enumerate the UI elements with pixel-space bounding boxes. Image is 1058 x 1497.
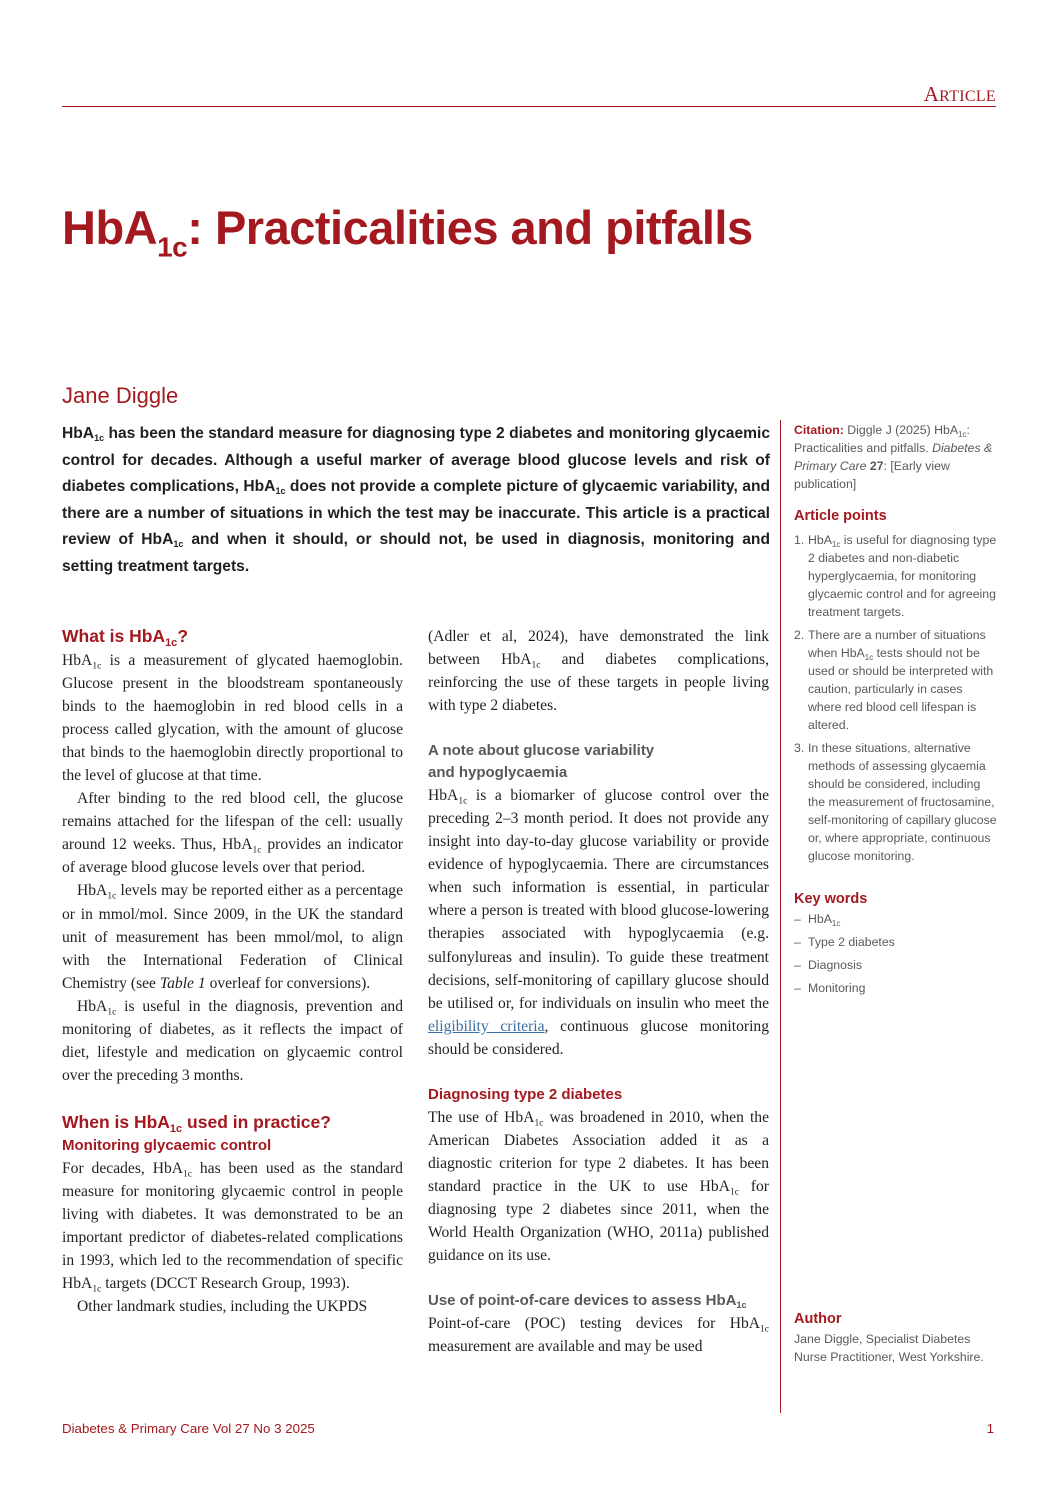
keyword-text: Diagnosis xyxy=(808,958,862,972)
hba-subscript: 1c xyxy=(831,539,841,549)
citation-text: : Practicalities and pitfalls. xyxy=(794,423,970,455)
hba-text: HbA xyxy=(705,1292,737,1310)
citation-label: Citation: xyxy=(794,423,844,437)
citation xyxy=(794,421,999,493)
author-details: Jane Diggle, Specialist Diabetes Nurse Practitioner, West Yorkshire. xyxy=(794,1332,984,1364)
key-words-list xyxy=(794,910,999,997)
paragraph-text: measurement are available and may be used xyxy=(428,1338,703,1356)
spacer xyxy=(794,870,999,888)
hba-text: HbA xyxy=(501,651,532,669)
list-number: 1. xyxy=(794,533,805,547)
heading-text: and hypoglycaemia xyxy=(428,764,568,782)
body-column-middle xyxy=(428,625,769,1358)
heading-text: ? xyxy=(177,626,189,646)
hba-subscript: 1c xyxy=(165,636,178,649)
paragraph-text: (Adler et al, 2024), have demonstrated the link between xyxy=(428,628,769,669)
hba-subscript: 1c xyxy=(92,1284,102,1295)
paragraph xyxy=(428,1106,769,1267)
hba-text: HbA xyxy=(808,912,832,926)
citation-text: : [Early view publication] xyxy=(794,459,950,491)
spacer xyxy=(794,493,999,505)
paragraph-text: is a measurement of glycated haemoglobin. Glucose present in the bloodstream spontaneously binds to the haemoglobin in red blood cells in a process called glycation, with the amount of glucose that binds to the haemoglobin directly proportional to the level of glucose at that time. xyxy=(62,652,403,785)
keyword-text: Type 2 diabetes xyxy=(808,935,895,949)
hba-subscript: 1c xyxy=(831,918,841,928)
sidebar xyxy=(794,421,999,1002)
abstract-text-3: and when it should, or should not, be used in diagnosis, monitoring and setting treatment targets. xyxy=(62,531,770,575)
eligibility-criteria-link[interactable]: eligibility criteria xyxy=(428,1017,545,1035)
hba-subscript: 1c xyxy=(760,1324,769,1335)
paragraph-text: targets (DCCT Research Group, 1993). xyxy=(101,1275,350,1293)
list-number: 3. xyxy=(794,741,805,755)
header-divider xyxy=(62,106,996,107)
author-heading: Author xyxy=(794,1311,842,1327)
list-dash: – xyxy=(794,981,801,995)
hba-subscript: 1c xyxy=(730,1187,739,1198)
hba-text: HbA xyxy=(699,1177,730,1195)
list-dash: – xyxy=(794,912,801,926)
list-item xyxy=(794,979,999,997)
paragraph-text: , continuous glucose monitoring should be considered. xyxy=(428,1017,770,1058)
list-dash: – xyxy=(794,935,801,949)
paragraph-text: has been used as the standard measure for monitoring glycaemic control in people living with diabetes. It was demonstrated to be an important predictor of diabetes-related complications in 1993, which led to the recommendation of specific xyxy=(62,1159,403,1270)
hba-subscript: 1c xyxy=(252,845,262,856)
paragraph-text: and diabetes complications, reinforcing the use of these targets in people living with type 2 diabetes. xyxy=(428,651,769,715)
hba-text: HbA xyxy=(129,626,166,646)
hba-subscript: 1c xyxy=(275,486,286,497)
title-rest: : Practicalities and pitfalls xyxy=(187,201,753,254)
author-box xyxy=(794,1308,999,1366)
hba-subscript: 1c xyxy=(169,1122,183,1135)
spacer xyxy=(428,1267,769,1290)
hba-text: HbA xyxy=(428,787,459,805)
paragraph-text: The use of xyxy=(428,1108,505,1126)
list-item xyxy=(794,626,999,734)
paragraph xyxy=(428,625,769,717)
section-heading-when xyxy=(62,1110,403,1135)
point-text: is useful for diagnosing type 2 diabetes and non-diabetic hyperglycaemia, for monitoring glycaemic control and for agreeing treatment targets. xyxy=(808,533,997,619)
paragraph xyxy=(428,1312,769,1358)
paragraph-text: After binding to the red blood cell, the glucose remains attached for the lifespan of the cell: usually around 12 weeks. Thus, xyxy=(62,790,403,854)
abstract-text-1: has been the standard measure for diagnosing type 2 diabetes and monitoring glycaemic control for decades. Although a useful marker of average blood glucose levels and risk of diabetes complications, xyxy=(62,425,770,495)
section-label-initial: A xyxy=(923,82,940,106)
hba-text: HbA xyxy=(808,533,832,547)
section-label xyxy=(924,82,996,107)
hba-subscript: 1c xyxy=(736,1300,747,1311)
hba-text: HbA xyxy=(133,1111,170,1132)
paragraph-text: overleaf for conversions). xyxy=(205,974,371,992)
section-heading-what xyxy=(62,624,403,649)
page-title xyxy=(62,200,753,263)
hba-subscript: 1c xyxy=(183,1169,192,1180)
heading-text: When is xyxy=(62,1111,134,1132)
list-item xyxy=(794,910,999,928)
hba-subscript: 1c xyxy=(534,1118,544,1129)
body-column-left xyxy=(62,624,403,1318)
title-main: HbA xyxy=(62,201,158,254)
hba-text: HbA xyxy=(141,531,174,548)
paragraph-text: levels may be reported either as a percentage or in mmol/mol. Since 2009, in the UK the standard unit of measurement has been mmol/mol, to align with the International Federation of Clinical Chemistry (see xyxy=(62,882,403,992)
citation-text: Diggle J (2025) HbA xyxy=(843,423,959,437)
abstract-text-2: does not provide a complete picture of glycaemic variability, and there are a number of situations in which the test may be inaccurate. This article is a practical review of xyxy=(62,478,770,548)
spacer xyxy=(428,1061,769,1084)
abstract xyxy=(62,421,770,580)
list-number: 2. xyxy=(794,628,805,642)
page-number: 1 xyxy=(986,1421,994,1436)
list-item xyxy=(794,933,999,951)
hba-subscript: 1c xyxy=(107,891,117,902)
hba-subscript: 1c xyxy=(958,429,967,439)
hba-text: HbA xyxy=(62,652,93,669)
hba-text: HbA xyxy=(62,1275,93,1293)
section-label-rest: RTICLE xyxy=(939,88,996,105)
paragraph xyxy=(62,1157,403,1295)
subheading-point-of-care xyxy=(428,1290,769,1312)
list-dash: – xyxy=(794,958,801,972)
paragraph-text: is useful in the diagnosis, prevention and monitoring of diabetes, as it reflects the impact of diet, lifestyle and medication on glycaemic control over the preceding 3 months. xyxy=(62,997,403,1084)
heading-text: What is xyxy=(62,626,130,646)
list-item xyxy=(794,531,999,621)
key-words-heading: Key words xyxy=(794,891,868,907)
paragraph xyxy=(62,879,403,994)
list-item xyxy=(794,956,999,974)
heading-text: Use of point-of-care devices to assess xyxy=(428,1292,706,1310)
heading-text: used in practice? xyxy=(182,1111,331,1132)
paragraph-text: Point-of-care (POC) testing devices for xyxy=(428,1315,730,1333)
point-text: tests should not be used or should be interpreted with caution, particularly in cases where red blood cell lifespan is altered. xyxy=(808,646,994,732)
footer-journal: Diabetes & Primary Care Vol 27 No 3 2025 xyxy=(62,1421,315,1436)
spacer xyxy=(62,1087,403,1110)
hba-text: HbA xyxy=(62,425,95,442)
hba-subscript: 1c xyxy=(173,539,184,550)
hba-subscript: 1c xyxy=(864,652,874,662)
hba-text: HbA xyxy=(152,1159,184,1177)
author-name: Jane Diggle xyxy=(62,383,179,408)
paragraph xyxy=(62,995,403,1087)
point-text: There are a number of situations when xyxy=(808,628,986,660)
paragraph xyxy=(62,649,403,787)
hba-text: HbA xyxy=(77,997,108,1015)
hba-text: HbA xyxy=(222,836,253,854)
paragraph-text: provides an indicator of average blood glucose levels over that period. xyxy=(62,836,403,877)
point-text: In these situations, alternative methods of assessing glycaemia should be considered, including the measurement of fructosamine, self-monitoring of capillary glucose or, where appropriate, continuous glucose monitoring. xyxy=(808,741,997,863)
hba-text: HbA xyxy=(840,646,865,660)
hba-subscript: 1c xyxy=(107,1007,117,1018)
hba-text: HbA xyxy=(77,882,108,900)
hba-text: HbA xyxy=(504,1108,535,1126)
paragraph-text: For decades, xyxy=(62,1159,153,1177)
article-points-heading: Article points xyxy=(794,508,887,524)
paragraph-text: was broadened in 2010, when the American Diabetes Association added it as a diagnostic criterion for type 2 diabetes. It has been standard practice in the UK to use xyxy=(428,1108,769,1195)
subheading-glucose-variability xyxy=(428,740,769,784)
table-reference: Table 1 xyxy=(159,974,206,992)
list-item xyxy=(794,739,999,865)
spacer xyxy=(428,717,769,740)
paragraph: Other landmark studies, including the UKPDS xyxy=(77,1298,368,1316)
article-points-list xyxy=(794,531,999,865)
citation-journal: Diabetes & Primary Care xyxy=(794,441,993,473)
heading-text: A note about glucose variability xyxy=(428,742,655,760)
hba-subscript: 1c xyxy=(94,433,105,444)
hba-subscript: 1c xyxy=(531,660,541,671)
paragraph-text: for diagnosing type 2 diabetes since 2011, when the World Health Organization (WHO, 2011a) published guidance on its use. xyxy=(428,1177,769,1265)
subheading-diagnosing: Diagnosing type 2 diabetes xyxy=(428,1085,623,1103)
sidebar-divider xyxy=(780,420,781,1413)
citation-volume: 27 xyxy=(866,459,884,473)
hba-text: HbA xyxy=(729,1315,761,1333)
paragraph xyxy=(62,787,403,879)
subheading-monitoring: Monitoring glycaemic control xyxy=(62,1136,272,1154)
title-subscript: 1c xyxy=(157,231,188,263)
hba-text: HbA xyxy=(243,478,276,495)
paragraph xyxy=(428,784,769,1061)
hba-subscript: 1c xyxy=(92,661,102,672)
hba-subscript: 1c xyxy=(458,796,468,807)
keyword-text: Monitoring xyxy=(808,981,866,995)
paragraph-text: is a biomarker of glucose control over the preceding 2–3 month period. It does not provide any insight into day-to-day glucose variability or provide evidence of hypoglycaemia. There are circumstances when such information is essential, in particular where a person is treated with blood glucose-lowering therapies associated with hypoglycaemia (e.g. sulfonylureas and insulin). To guide these treatment decisions, self-monitoring of capillary glucose should be utilised or, for individuals on insulin who meet the xyxy=(428,787,769,1012)
